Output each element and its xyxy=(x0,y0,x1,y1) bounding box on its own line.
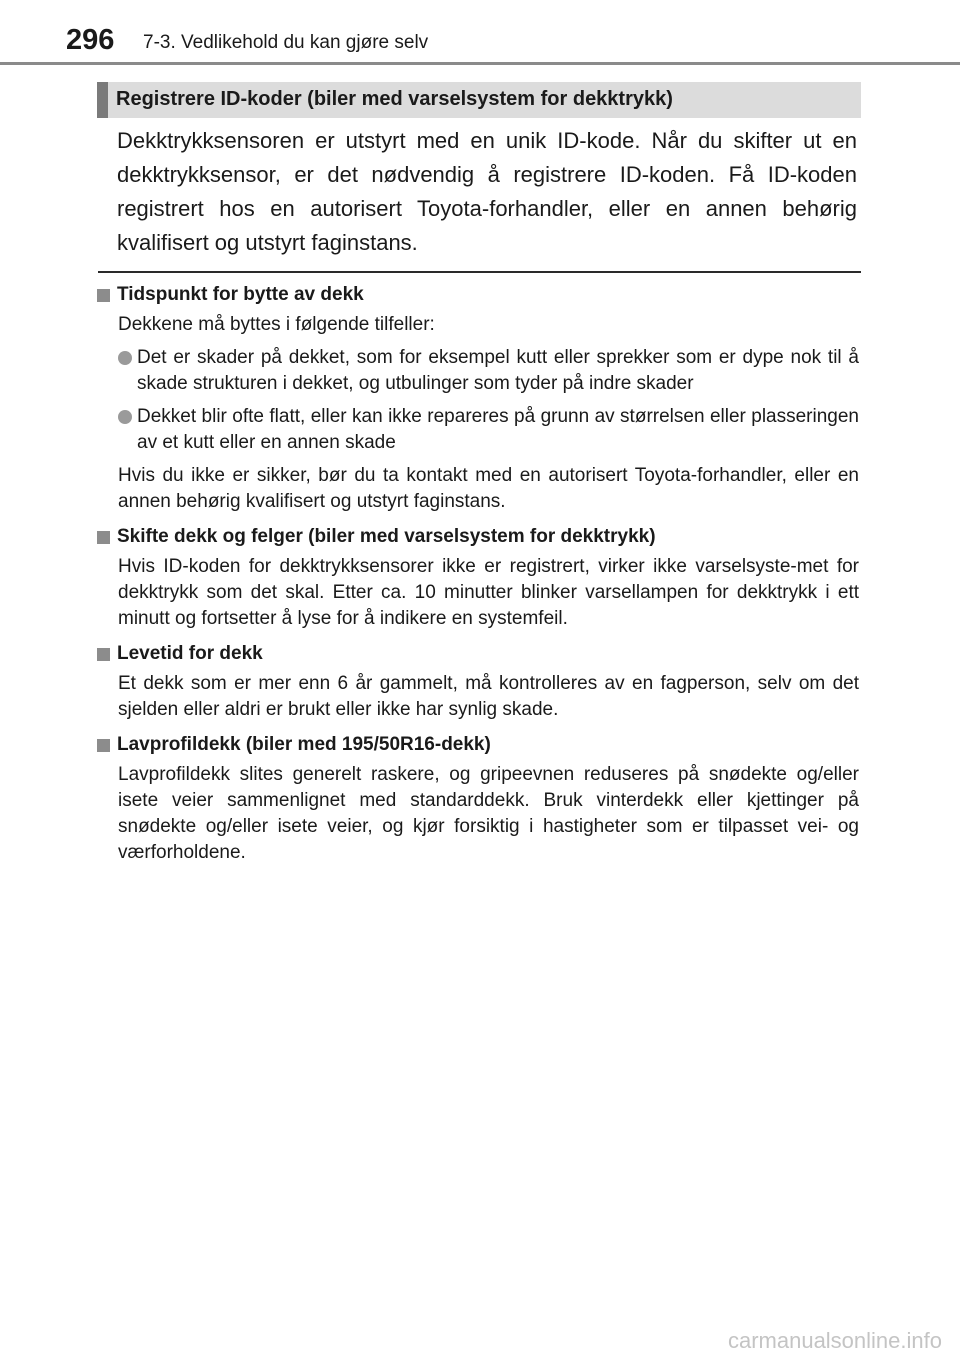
page-header xyxy=(0,0,960,64)
page-number: 296 xyxy=(66,24,115,56)
circle-bullet-icon xyxy=(118,351,132,365)
item-text: Et dekk som er mer enn 6 år gammelt, må kontrolleres av en fagperson, selv om det sjelden eller aldri er brukt eller ikke har synlig skade. xyxy=(118,673,859,720)
section-divider xyxy=(98,271,861,273)
list-item xyxy=(118,345,859,397)
item-tire-replacement xyxy=(97,282,859,515)
item-heading xyxy=(97,732,859,758)
item-intro: Dekkene må byttes i følgende tilfeller: xyxy=(118,314,435,335)
square-bullet-icon xyxy=(97,531,110,544)
item-text: Hvis ID-koden for dekktrykksensorer ikke er registrert, virker ikke varselsyste-met for dekktrykk som det skal. Etter ca. 10 minutter blinker varsellampen for dekktrykk i ett minutt og fortsetter å lyse for å indikere en systemfeil. xyxy=(118,556,859,629)
list-item-text: Dekket blir ofte flatt, eller kan ikke repareres på grunn av størrelsen eller plasseringen av et kutt eller en annen skade xyxy=(137,406,859,453)
item-heading xyxy=(97,282,859,308)
square-bullet-icon xyxy=(97,648,110,661)
item-heading xyxy=(97,641,859,667)
item-outro: Hvis du ikke er sikker, bør du ta kontakt med en autorisert Toyota-forhandler, eller en annen behørig kvalifisert og utstyrt faginstans. xyxy=(118,465,859,512)
item-heading-text: Tidspunkt for bytte av dekk xyxy=(117,284,364,305)
square-bullet-icon xyxy=(97,739,110,752)
item-heading xyxy=(97,524,859,550)
item-tire-rim-change xyxy=(97,524,859,632)
item-heading-text: Skifte dekk og felger (biler med varselsystem for dekktrykk) xyxy=(117,526,656,547)
square-bullet-icon xyxy=(97,289,110,302)
item-text: Lavprofildekk slites generelt raskere, og gripeevnen reduseres på snødekte og/eller isete veier sammenlignet med standarddekk. Bruk vinterdekk eller kjettinger på snødekte og/eller isete veier, og kjør forsiktig i hastigheter som er tilpasset vei- og værforholdene. xyxy=(118,764,859,863)
circle-bullet-icon xyxy=(118,410,132,424)
section-heading-bar xyxy=(97,82,108,118)
header-divider xyxy=(0,62,960,65)
chapter-title: 7-3. Vedlikehold du kan gjøre selv xyxy=(143,32,429,53)
section-intro: Dekktrykksensoren er utstyrt med en unik ID-kode. Når du skifter ut en dekktrykksensor, er det nødvendig å registrere ID-koden. Få ID-koden registrert hos en autorisert Toyota-forhandler, eller en annen behørig kvalifisert og utstyrt faginstans. xyxy=(117,128,857,255)
content-body xyxy=(97,282,859,875)
item-heading-text: Levetid for dekk xyxy=(117,643,263,664)
list-item xyxy=(118,404,859,456)
section-heading-box xyxy=(97,82,861,118)
item-heading-text: Lavprofildekk (biler med 195/50R16-dekk) xyxy=(117,734,491,755)
footer-watermark: carmanualsonline.info xyxy=(727,1328,942,1353)
item-tire-lifetime xyxy=(97,641,859,723)
section-title: Registrere ID-koder (biler med varselsystem for dekktrykk) xyxy=(116,88,673,110)
item-low-profile-tires xyxy=(97,732,859,866)
list-item-text: Det er skader på dekket, som for eksempel kutt eller sprekker som er dype nok til å skade strukturen i dekket, og utbulinger som tyder på indre skader xyxy=(137,347,859,394)
